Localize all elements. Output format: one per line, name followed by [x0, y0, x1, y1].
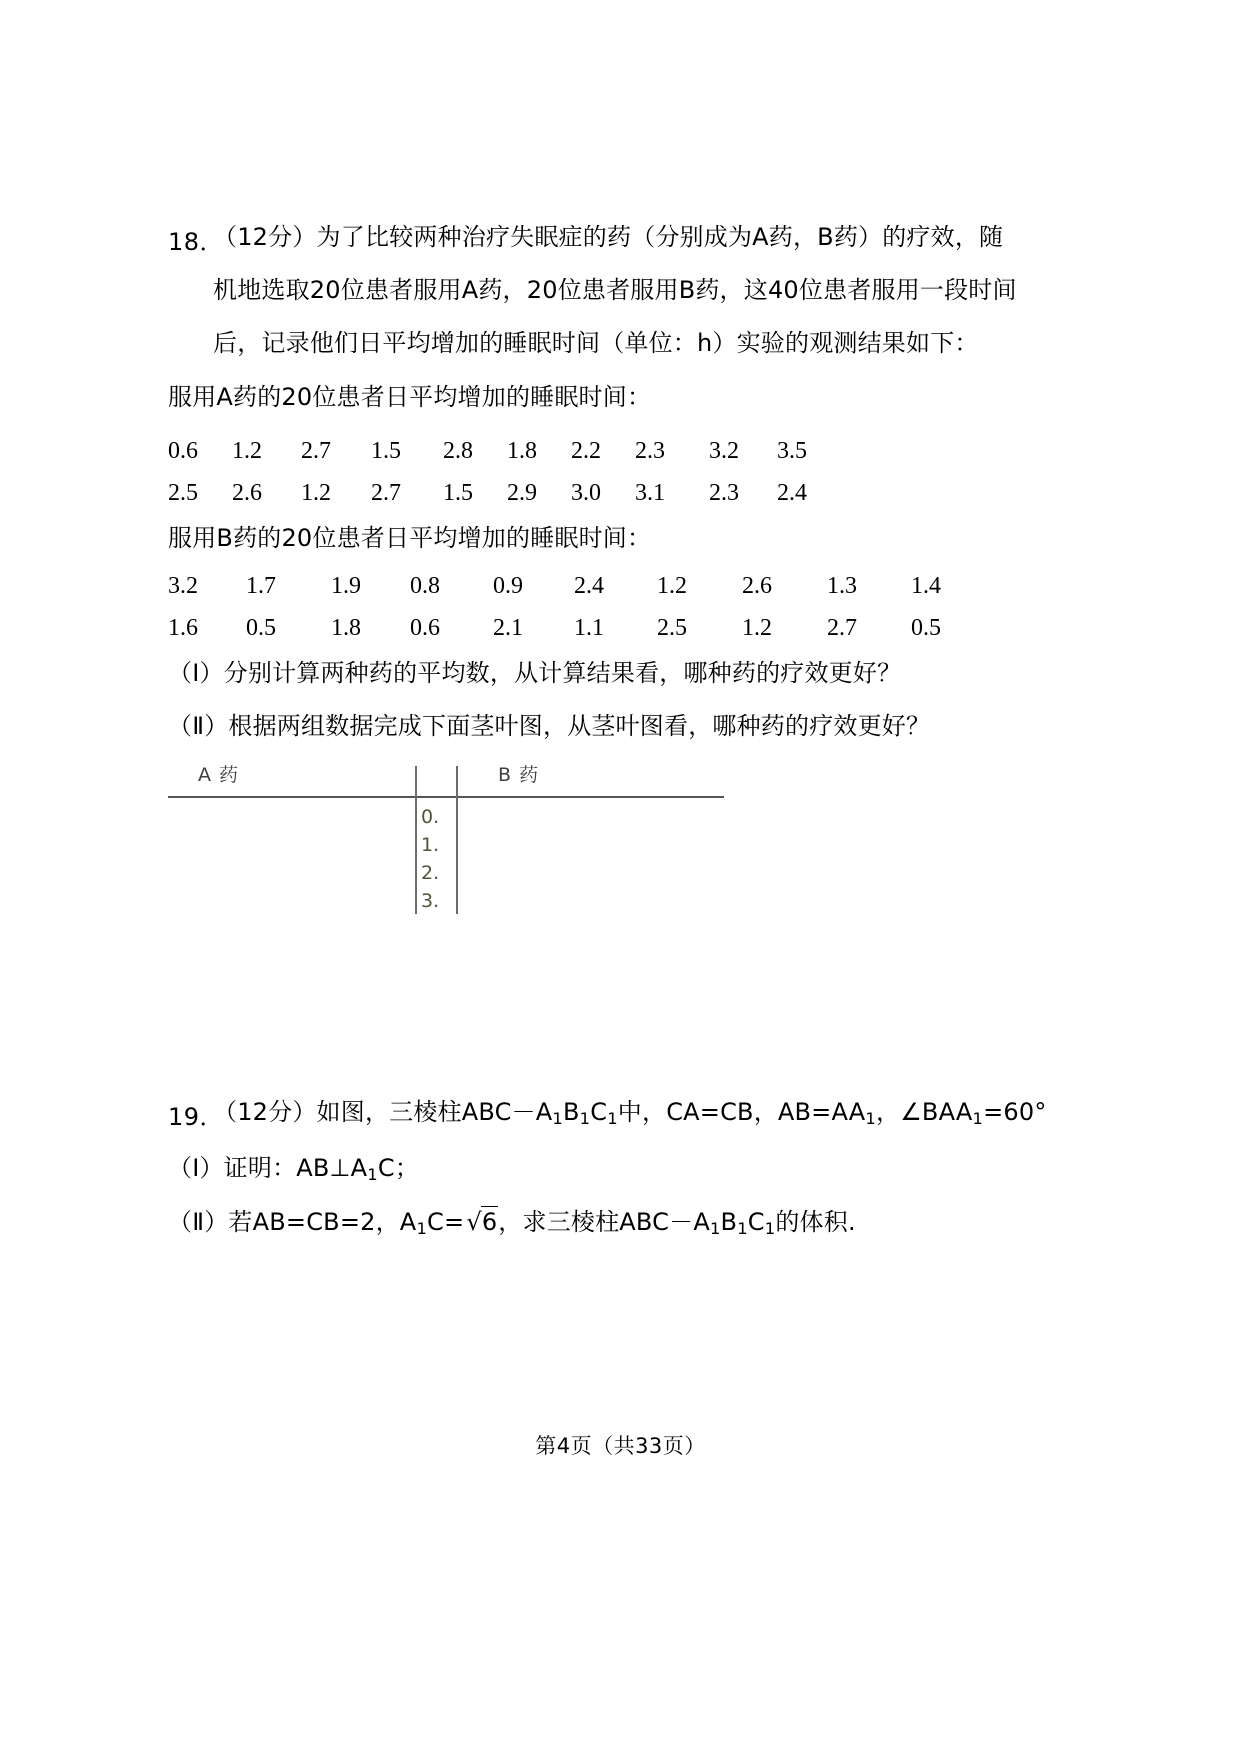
- data-cell: 1.2: [657, 573, 687, 599]
- problem-19-line-1-pre: （12分）如图，三棱柱ABC－A: [213, 1098, 553, 1126]
- problem-19-line-1-mid2: C: [590, 1098, 608, 1126]
- drug-b-data-row-2: [168, 615, 941, 642]
- data-cell: 3.2: [168, 573, 198, 599]
- data-cell: 1.5: [443, 480, 473, 506]
- problem-19-line-1: [213, 1097, 1047, 1134]
- data-cell: 2.5: [657, 615, 687, 641]
- data-cell: 1.8: [331, 615, 361, 641]
- data-cell: 0.5: [246, 615, 276, 641]
- p19-sub1-pre: （Ⅰ）证明：AB⊥A: [168, 1154, 368, 1182]
- square-root-icon: √6: [466, 1208, 498, 1236]
- data-cell: 0.8: [410, 573, 440, 599]
- sqrt-radicand: 6: [481, 1208, 498, 1236]
- stemleaf-header-a: A 药: [198, 764, 240, 786]
- data-cell: 2.7: [371, 480, 401, 506]
- data-cell: 2.9: [507, 480, 537, 506]
- data-cell: 1.3: [827, 573, 857, 599]
- p19-sub2-c: ，求三棱柱ABC－A: [498, 1208, 710, 1236]
- stemleaf-right-divider: [456, 766, 458, 914]
- p19-sub2-e: C: [747, 1208, 765, 1236]
- stem-and-leaf-plot: [168, 760, 724, 920]
- data-cell: 0.6: [168, 438, 198, 464]
- problem-19-line-1-tail: =60°: [983, 1098, 1047, 1126]
- problem-19-line-1-mid1: B: [562, 1098, 580, 1126]
- data-cell: 0.5: [911, 615, 941, 641]
- data-cell: 1.9: [331, 573, 361, 599]
- sub-1e: 1: [972, 1109, 984, 1129]
- sub-2a: 1: [416, 1219, 428, 1239]
- data-cell: 1.2: [301, 480, 331, 506]
- problem-18-sub-question-1: （Ⅰ）分别计算两种药的平均数，从计算结果看，哪种药的疗效更好？: [168, 659, 902, 687]
- problem-18-sub-question-2: （Ⅱ）根据两组数据完成下面茎叶图，从茎叶图看，哪种药的疗效更好？: [168, 712, 931, 740]
- stemleaf-stem-0: 0.: [421, 806, 440, 828]
- data-cell: 1.5: [371, 438, 401, 464]
- problem-19-sub-question-2: [168, 1206, 856, 1244]
- data-cell: 2.4: [574, 573, 604, 599]
- data-cell: 2.3: [709, 480, 739, 506]
- stemleaf-horizontal-rule: [168, 796, 724, 798]
- sub-1f: 1: [367, 1165, 378, 1185]
- data-cell: 0.6: [410, 615, 440, 641]
- data-cell: 3.0: [571, 480, 601, 506]
- problem-18-line-1: （12分）为了比较两种治疗失眠症的药（分别成为A药，B药）的疗效，随: [213, 223, 1004, 251]
- data-cell: 3.1: [635, 480, 665, 506]
- sub-2b: 1: [709, 1219, 721, 1239]
- data-cell: 2.6: [742, 573, 772, 599]
- p19-sub2-d: B: [720, 1208, 738, 1236]
- stemleaf-header-b: B 药: [498, 764, 540, 786]
- problem-19-number: 19．: [168, 1103, 225, 1131]
- data-cell: 3.2: [709, 438, 739, 464]
- data-cell: 2.8: [443, 438, 473, 464]
- sub-2c: 1: [737, 1219, 748, 1239]
- sub-1c: 1: [607, 1109, 618, 1129]
- data-cell: 2.2: [571, 438, 601, 464]
- stemleaf-stem-1: 1.: [421, 834, 440, 856]
- data-cell: 3.5: [777, 438, 807, 464]
- problem-19-line-1-end: ，∠BAA: [876, 1098, 973, 1126]
- data-cell: 1.1: [574, 615, 604, 641]
- data-cell: 1.8: [507, 438, 537, 464]
- data-cell: 0.9: [493, 573, 523, 599]
- data-cell: 2.3: [635, 438, 665, 464]
- data-cell: 1.2: [742, 615, 772, 641]
- drug-a-label: 服用A药的20位患者日平均增加的睡眠时间：: [168, 383, 652, 411]
- sub-2d: 1: [764, 1219, 776, 1239]
- sub-1d: 1: [865, 1109, 876, 1129]
- drug-a-data-row-2: [168, 480, 807, 507]
- stemleaf-stem-2: 2.: [421, 862, 440, 884]
- data-cell: 2.7: [827, 615, 857, 641]
- drug-b-data-row-1: [168, 573, 941, 600]
- data-cell: 2.4: [777, 480, 807, 506]
- data-cell: 1.6: [168, 615, 198, 641]
- sub-1b: 1: [579, 1109, 591, 1129]
- sub-1: 1: [552, 1109, 563, 1129]
- p19-sub2-f: 的体积.: [775, 1208, 856, 1236]
- problem-19-sub-question-1: [168, 1153, 419, 1190]
- stemleaf-left-divider: [415, 766, 417, 914]
- drug-a-data-row-1: [168, 438, 807, 465]
- data-cell: 2.5: [168, 480, 198, 506]
- data-cell: 2.7: [301, 438, 331, 464]
- problem-18-line-3: 后，记录他们日平均增加的睡眠时间（单位：h）实验的观测结果如下：: [213, 329, 979, 357]
- data-cell: 1.7: [246, 573, 276, 599]
- stemleaf-stem-3: 3.: [421, 890, 440, 912]
- p19-sub1-post: C；: [377, 1154, 420, 1182]
- data-cell: 1.4: [911, 573, 941, 599]
- p19-sub2-b: C=: [427, 1208, 465, 1236]
- data-cell: 2.1: [493, 615, 523, 641]
- p19-sub2-a: （Ⅱ）若AB=CB=2，A: [168, 1208, 417, 1236]
- drug-b-label: 服用B药的20位患者日平均增加的睡眠时间：: [168, 524, 652, 552]
- problem-19-line-1-post: 中，CA=CB，AB=AA: [617, 1098, 866, 1126]
- data-cell: 1.2: [232, 438, 262, 464]
- data-cell: 2.6: [232, 480, 262, 506]
- problem-18-line-2: 机地选取20位患者服用A药，20位患者服用B药，这40位患者服用一段时间: [213, 276, 1017, 304]
- problem-18-number: 18．: [168, 228, 225, 256]
- page-footer: 第4页（共33页）: [535, 1434, 706, 1458]
